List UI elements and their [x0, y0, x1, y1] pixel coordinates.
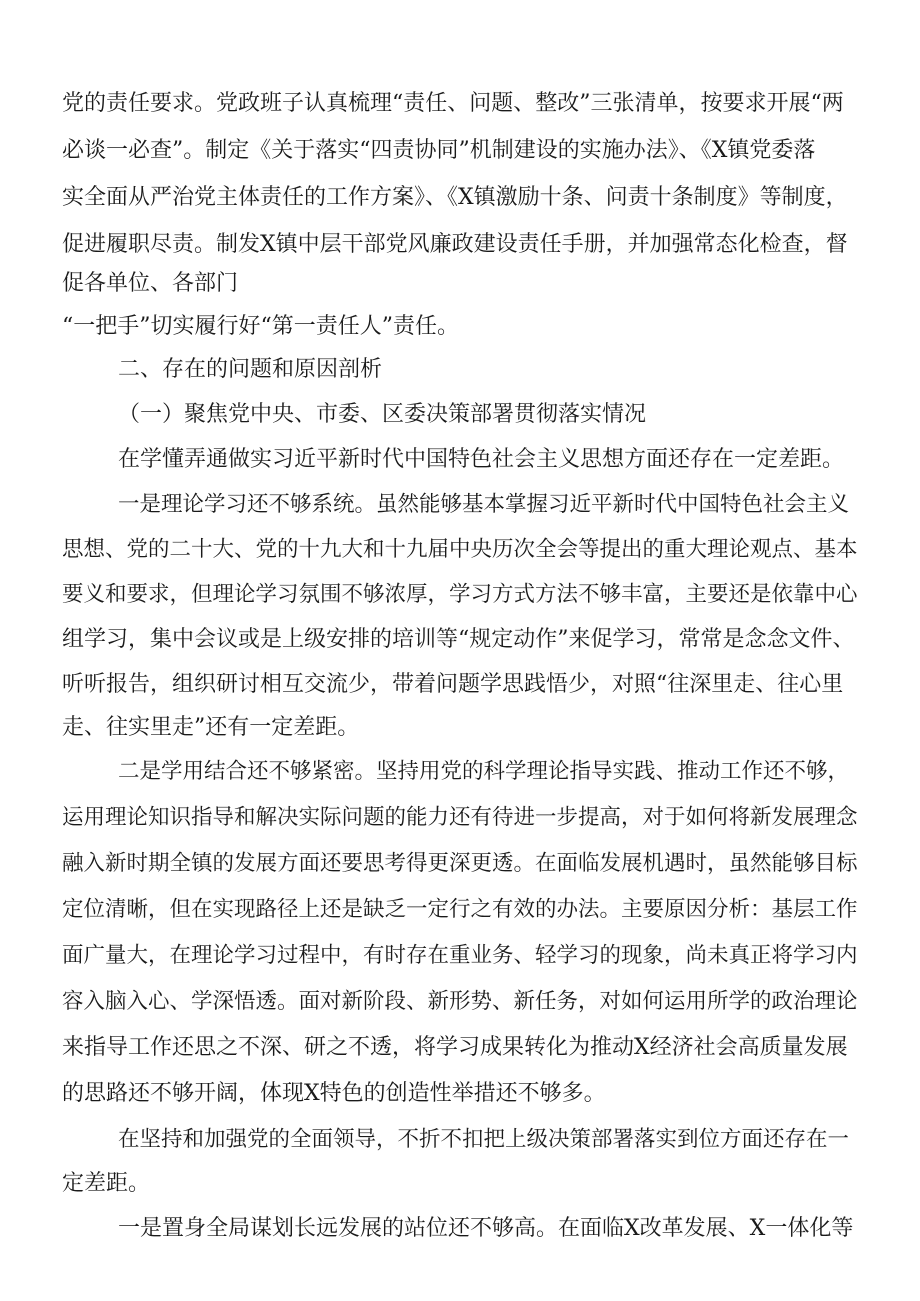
text-line: 走、往实里走”还有一定差距。 [62, 715, 360, 740]
text-line: 在坚持和加强党的全面领导，不折不扣把上级决策部署落实到位方面还存在一 [118, 1127, 850, 1152]
text-line: 定差距。 [62, 1171, 151, 1196]
text-line: 思想、党的二十大、党的十九大和十九届中央历次全会等提出的重大理论观点、基本 [62, 537, 858, 562]
text-line: 来指导工作还思之不深、研之不透，将学习成果转化为推动X经济社会高质量发展 [62, 1035, 848, 1060]
text-line: 二是学用结合还不够紧密。坚持用党的科学理论指导实践、推动工作还不够， [118, 759, 850, 784]
section-heading: 二、存在的问题和原因剖析 [118, 357, 383, 382]
text-line: 在学懂弄通做实习近平新时代中国特色社会主义思想方面还存在一定差距。 [118, 447, 845, 472]
text-line: 定位清晰，但在实现路径上还是缺乏一定行之有效的办法。主要原因分析：基层工作 [62, 897, 858, 922]
text-line: “一把手”切实履行好“第一责任人”责任。 [62, 314, 459, 339]
text-line: 要义和要求，但理论学习氛围不够浓厚，学习方式方法不够丰富，主要还是依靠中心 [62, 582, 858, 607]
text-line: 运用理论知识指导和解决实际问题的能力还有待进一步提高，对于如何将新发展理念 [62, 805, 858, 830]
text-line: 一是置身全局谋划长远发展的站位还不够高。在面临X改革发展、X一体化等 [118, 1216, 854, 1241]
text-line: 融入新时期全镇的发展方面还要思考得更深更透。在面临发展机遇时，虽然能够目标 [62, 851, 858, 876]
text-line: 一是理论学习还不够系统。虽然能够基本掌握习近平新时代中国特色社会主义 [118, 492, 850, 517]
text-line: 促进履职尽责。制发X镇中层干部党风廉政建设责任手册，并加强常态化检查，督 [62, 232, 848, 257]
text-line: 容入脑入心、学深悟透。面对新阶段、新形势、新任务，对如何运用所学的政治理论 [62, 989, 858, 1014]
text-line: 组学习，集中会议或是上级安排的培训等“规定动作”来促学习，常常是念念文件、 [62, 627, 855, 652]
text-line: 听听报告，组织研讨相互交流少，带着问题学思践悟少，对照“往深里走、往心里 [62, 672, 844, 697]
text-line: 的思路还不够开阔，体现X特色的创造性举措还不够多。 [62, 1081, 606, 1106]
subsection-heading: （一）聚焦党中央、市委、区委决策部署贯彻落实情况 [118, 402, 647, 427]
text-line: 促各单位、各部门 [62, 271, 239, 296]
text-line: 党的责任要求。党政班子认真梳理“责任、问题、整改”三张清单，按要求开展“两 [62, 91, 844, 116]
text-line: 面广量大，在理论学习过程中，有时存在重业务、轻学习的现象，尚未真正将学习内 [62, 943, 858, 968]
text-line: 实全面从严治党主体责任的工作方案》、《X镇激励十条、问责十条制度》等制度， [62, 185, 848, 210]
text-line: 必谈一必查”。制定《关于落实“四责协同”机制建设的实施办法》、《X镇党委落 [62, 138, 816, 163]
